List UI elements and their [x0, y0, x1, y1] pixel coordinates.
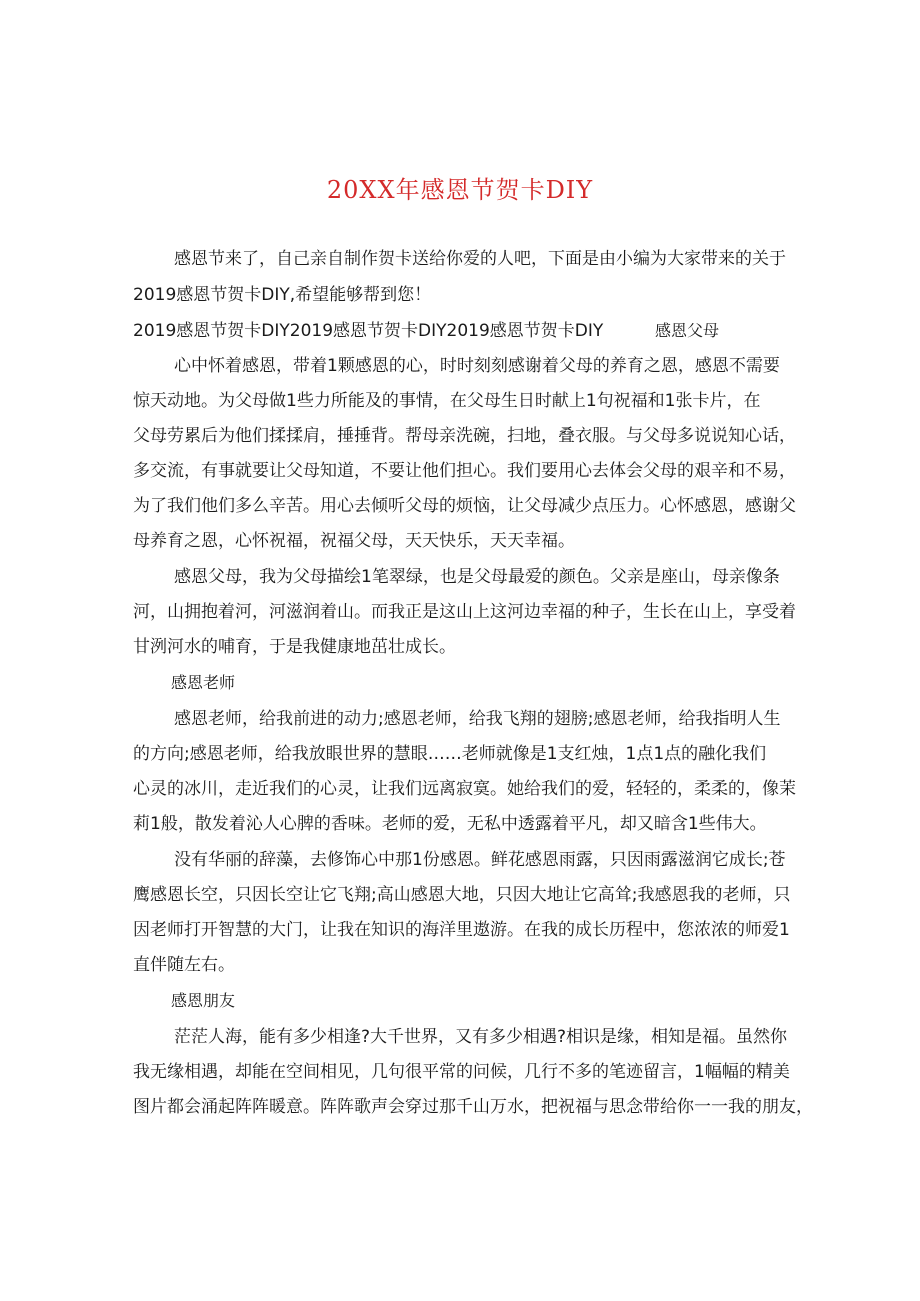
paragraph-line: 莉1般，散发着沁人心脾的香味。老师的爱，无私中透露着平凡，却又暗含1些伟大。	[133, 814, 767, 834]
intro-line: 2019感恩节贺卡DIY,希望能够帮到您！	[133, 285, 432, 305]
paragraph-line: 感恩老师，给我前进的动力;感恩老师，给我飞翔的翅膀;感恩老师，给我指明人生	[174, 709, 781, 729]
paragraph-line: 图片都会涌起阵阵暖意。阵阵歌声会穿过那千山万水，把祝福与思念带给你一一我的朋友，	[133, 1097, 813, 1117]
paragraph-line: 因老师打开智慧的大门，让我在知识的海洋里遨游。在我的成长历程中，您浓浓的师爱1	[133, 920, 790, 940]
paragraph-line: 为了我们他们多么辛苦。用心去倾听父母的烦恼，让父母减少点压力。心怀感恩，感谢父	[133, 496, 796, 516]
section-heading-friends: 感恩朋友	[171, 991, 236, 1010]
paragraph-line: 父母劳累后为他们揉揉肩，捶捶背。帮母亲洗碗，扫地，叠衣服。与父母多说说知心话，	[133, 426, 796, 446]
paragraph-line: 鹰感恩长空，只因长空让它飞翔;高山感恩大地，只因大地让它高耸;我感恩我的老师，只	[133, 885, 791, 905]
section-heading-teachers: 感恩老师	[171, 673, 236, 692]
paragraph-line: 心灵的冰川，走近我们的心灵，让我们远离寂寞。她给我们的爱，轻轻的，柔柔的，像茉	[133, 779, 796, 799]
paragraph-line: 甘洌河水的哺育，于是我健康地茁壮成长。	[133, 637, 456, 657]
subtitle-line: 2019感恩节贺卡DIY2019感恩节贺卡DIY2019感恩节贺卡DIY	[133, 321, 604, 341]
section-heading-parents: 感恩父母	[655, 321, 720, 340]
paragraph-line: 惊天动地。为父母做1些力所能及的事情，在父母生日时献上1句祝福和1张卡片，在	[133, 391, 761, 411]
paragraph-line: 感恩父母，我为父母描绘1笔翠绿，也是父母最爱的颜色。父亲是座山，母亲像条	[174, 567, 780, 587]
paragraph-line: 直伴随左右。	[133, 955, 235, 975]
paragraph-line: 母养育之恩，心怀祝福，祝福父母，天天快乐，天天幸福。	[133, 531, 575, 551]
paragraph-line: 河，山拥抱着河，河滋润着山。而我正是这山上这河边幸福的种子，生长在山上，享受着	[133, 602, 796, 622]
paragraph-line: 多交流，有事就要让父母知道，不要让他们担心。我们要用心去体会父母的艰辛和不易，	[133, 461, 796, 481]
paragraph-line: 的方向;感恩老师，给我放眼世界的慧眼……老师就像是1支红烛，1点1点的融化我们	[133, 744, 767, 764]
intro-line: 感恩节来了，自己亲自制作贺卡送给你爱的人吧，下面是由小编为大家带来的关于	[174, 249, 786, 269]
paragraph-line: 我无缘相遇，却能在空间相见，几句很平常的问候，几行不多的笔迹留言，1幅幅的精美	[133, 1062, 790, 1082]
paragraph-line: 茫茫人海，能有多少相逢?大千世界，又有多少相遇?相识是缘，相知是福。虽然你	[174, 1027, 788, 1047]
paragraph-line: 心中怀着感恩，带着1颗感恩的心，时时刻刻感谢着父母的养育之恩，感恩不需要	[174, 356, 780, 376]
paragraph-line: 没有华丽的辞藻，去修饰心中那1份感恩。鲜花感恩雨露，只因雨露滋润它成长;苍	[174, 850, 786, 870]
document-title: 20XX年感恩节贺卡DIY	[326, 176, 594, 204]
